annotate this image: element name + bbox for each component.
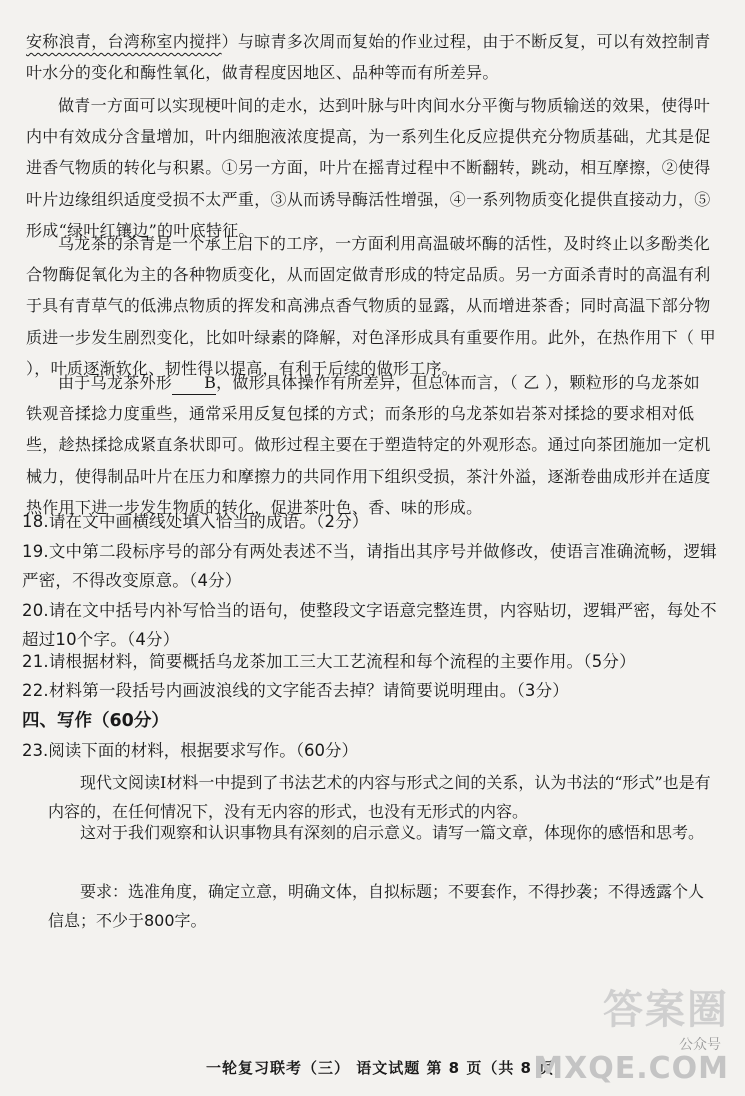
watermark-subtitle: 公众号 (679, 1037, 721, 1053)
writing-prompt-material: 现代文阅读Ⅰ材料一中提到了书法艺术的内容与形式之间的关系，认为书法的“形式”也是有内容的，在任何情况下，没有无内容的形式，也没有无形式的内容。 (48, 773, 711, 821)
question-22: 22.材料第一段括号内画波浪线的文字能否去掉？请简要说明理由。（3分） (22, 681, 569, 700)
wavy-underlined-text: 安称浪青，台湾称室内搅拌 (26, 32, 222, 51)
passage-paragraph-2: 做青一方面可以实现梗叶间的走水，达到叶脉与叶肉间水分平衡与物质输送的效果，使得叶内中有效成分含量增加，叶内细胞液浓度提高，为一系列生化反应提供充分物质基础，尤其是促进香气物质的转化与积累。①另一方面，叶片在摇青过程中不断翻转，跳动，相互摩擦，②使得叶片边缘组织适度受损不太严重，③从而诱导酶活性增强，④一系列物质变化提供直接动力，⑤形成“绿叶红镶边”的叶底特征。 (26, 96, 711, 240)
blank-b: B (172, 372, 216, 395)
question-18: 18.请在文中画横线处填入恰当的成语。（2分） (22, 512, 369, 531)
question-20: 20.请在文中括号内补写恰当的语句，使整段文字语意完整连贯，内容贴切，逻辑严密，每处不超过10个字。（4分） (22, 601, 717, 649)
watermark-logo: 答案圈 (603, 987, 729, 1033)
question-19: 19.文中第二段标序号的部分有两处表述不当，请指出其序号并做修改，使语言准确流畅，逻辑严密，不得改变原意。（4分） (22, 542, 717, 590)
paragraph-4-text: ，做形具体操作有所差异，但总体而言，（ 乙 ），颗粒形的乌龙茶如铁观音揉捻力度重些，通常采用反复包揉的方式；而条形的乌龙茶如岩茶对揉捻的要求相对低些，趁热揉捻成紧直条状即可。做形过程主要在于塑造特定的外观形态。通过向茶团施加一定机械力，使得制品叶片在压力和摩擦力的共同作用下组织受损，茶汁外溢，逐渐卷曲成形并在适度热作用下进一步发生物质的转化，促进茶叶色、香、味的形成。 (26, 373, 711, 517)
passage-paragraph-1 (26, 26, 716, 88)
writing-section-title: 四、写作（60分） (22, 711, 169, 731)
watermark (529, 978, 729, 1086)
paragraph-1-text: ）与晾青多次周而复始的作业过程，由于不断反复，可以有效控制青叶水分的变化和酶性氧化，做青程度因地区、品种等而有所差异。 (26, 32, 711, 83)
paragraph-4-lead: 由于乌龙茶外形 (58, 373, 173, 392)
passage-paragraph-3: 乌龙茶的杀青是一个承上启下的工序，一方面利用高温破坏酶的活性，及时终止以多酚类化合物酶促氧化为主的各种物质变化，从而固定做青形成的特定品质。另一方面杀青时的高温有利于具有青草气的低沸点物质的挥发和高沸点香气物质的显露，从而增进茶香；同时高温下部分物质进一步发生剧烈变化，比如叶绿素的降解，对色泽形成具有重要作用。此外，在热作用下（ 甲 ），叶质逐渐软化、韧性得以提高，有利于后续的做形工序。 (26, 234, 716, 378)
writing-prompt-task: 这对于我们观察和认识事物具有深刻的启示意义。请写一篇文章，体现你的感悟和思考。 (80, 823, 705, 842)
page-footer: 一轮复习联考（三） 语文试题 第 8 页（共 8 页） (206, 1059, 571, 1077)
writing-prompt-requirements: 要求：选准角度，确定立意，明确文体，自拟标题；不要套作，不得抄袭；不得透露个人信息；不少于800字。 (48, 882, 705, 930)
question-21: 21.请根据材料，简要概括乌龙茶加工三大工艺流程和每个流程的主要作用。（5分） (22, 652, 636, 671)
watermark-url: MXQE.COM (533, 1051, 729, 1086)
passage-paragraph-4 (26, 367, 716, 523)
question-23: 23.阅读下面的材料，根据要求写作。（60分） (22, 741, 358, 760)
